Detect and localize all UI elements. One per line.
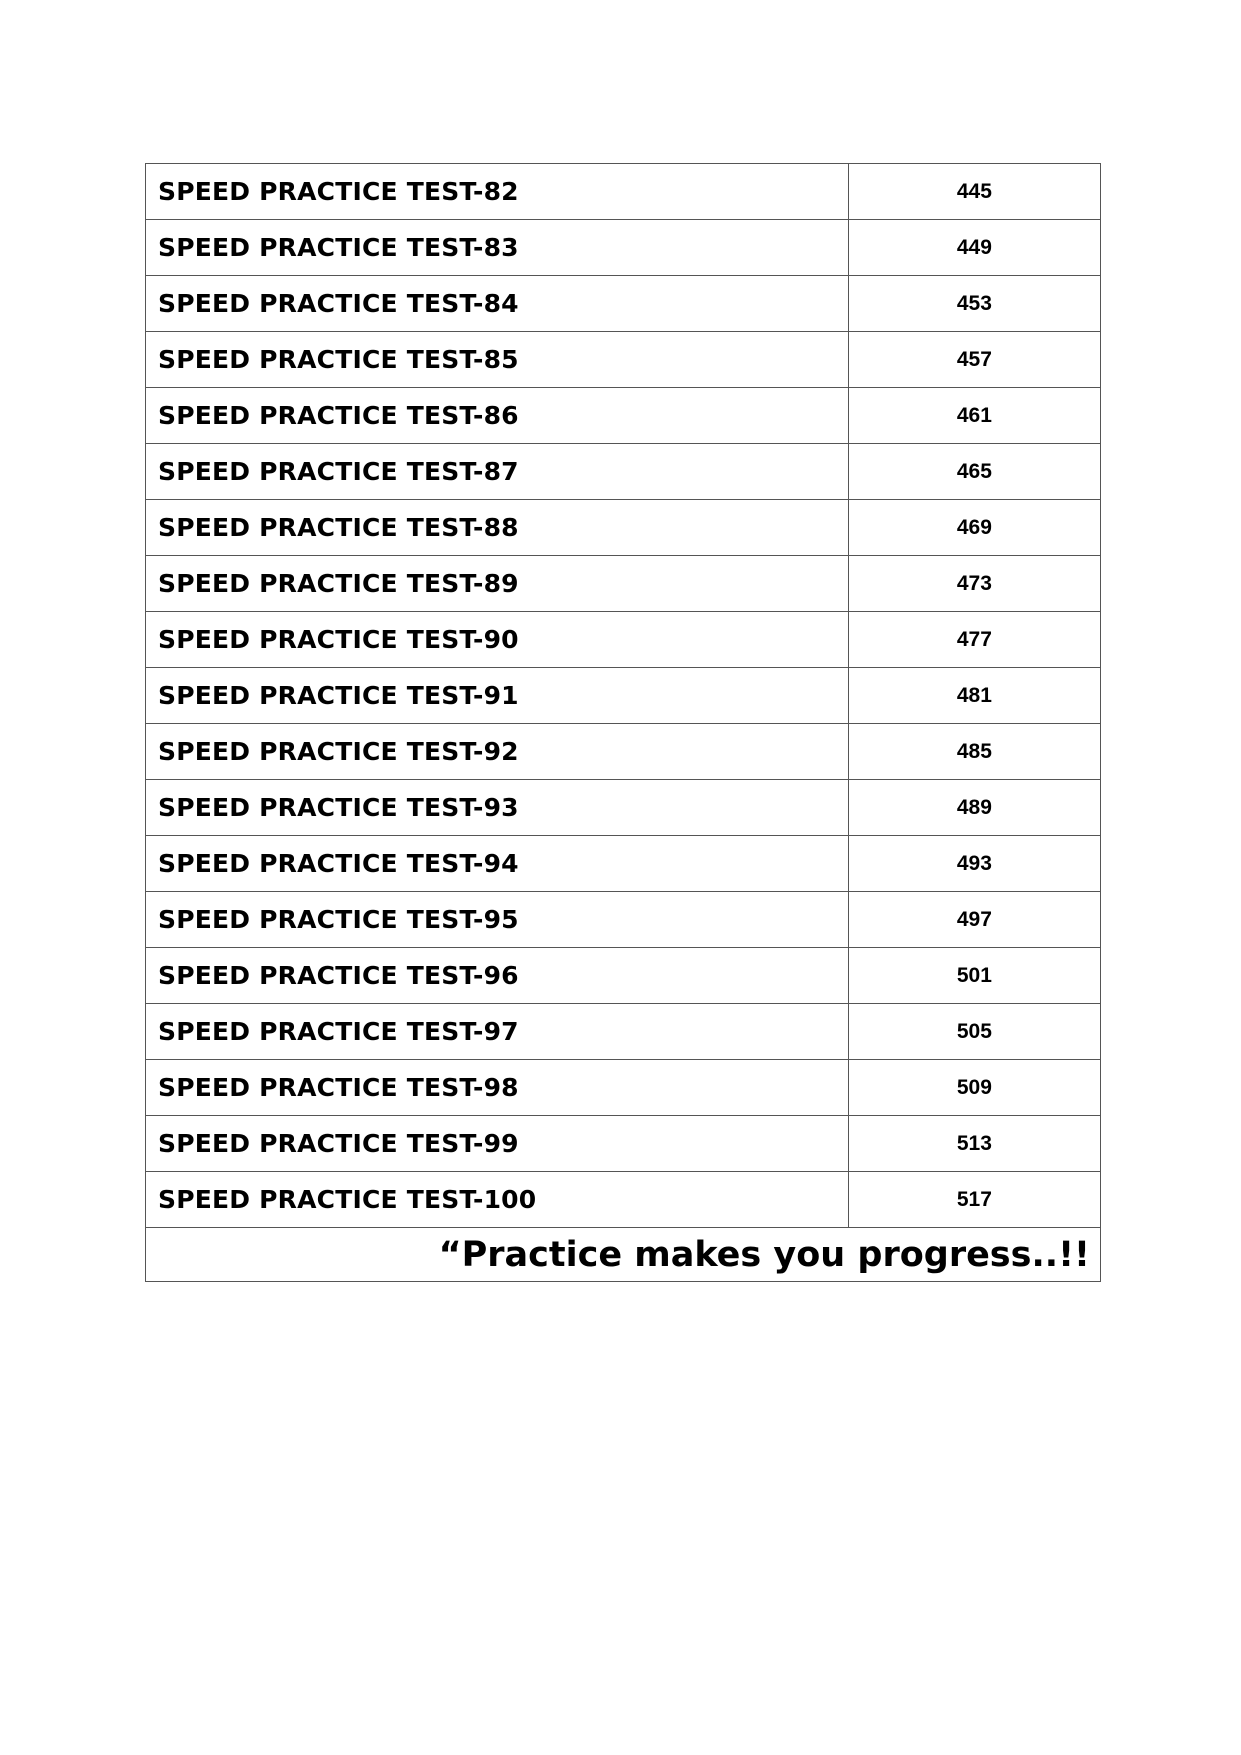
test-title: SPEED PRACTICE TEST-91 [146, 668, 849, 724]
test-title: SPEED PRACTICE TEST-100 [146, 1172, 849, 1228]
table-row [146, 780, 1101, 836]
table-row [146, 892, 1101, 948]
test-title: SPEED PRACTICE TEST-96 [146, 948, 849, 1004]
test-title: SPEED PRACTICE TEST-88 [146, 500, 849, 556]
page-number: 501 [848, 948, 1100, 1004]
quote-row [146, 1228, 1101, 1282]
table-row [146, 1004, 1101, 1060]
page-number: 465 [848, 444, 1100, 500]
test-title: SPEED PRACTICE TEST-87 [146, 444, 849, 500]
page-number: 489 [848, 780, 1100, 836]
test-title: SPEED PRACTICE TEST-89 [146, 556, 849, 612]
test-title: SPEED PRACTICE TEST-82 [146, 164, 849, 220]
table-row [146, 500, 1101, 556]
test-title: SPEED PRACTICE TEST-84 [146, 276, 849, 332]
test-title: SPEED PRACTICE TEST-85 [146, 332, 849, 388]
test-title: SPEED PRACTICE TEST-92 [146, 724, 849, 780]
test-title: SPEED PRACTICE TEST-94 [146, 836, 849, 892]
page-number: 473 [848, 556, 1100, 612]
test-title: SPEED PRACTICE TEST-95 [146, 892, 849, 948]
page-number: 505 [848, 1004, 1100, 1060]
table-row [146, 1116, 1101, 1172]
page-number: 453 [848, 276, 1100, 332]
table-row [146, 948, 1101, 1004]
table-of-contents [145, 163, 1101, 1282]
table-row [146, 556, 1101, 612]
test-title: SPEED PRACTICE TEST-86 [146, 388, 849, 444]
page-number: 461 [848, 388, 1100, 444]
page-number: 457 [848, 332, 1100, 388]
table-row [146, 276, 1101, 332]
table-row [146, 668, 1101, 724]
page-number: 449 [848, 220, 1100, 276]
page-number: 469 [848, 500, 1100, 556]
test-title: SPEED PRACTICE TEST-90 [146, 612, 849, 668]
test-title: SPEED PRACTICE TEST-83 [146, 220, 849, 276]
table-row [146, 612, 1101, 668]
table-row [146, 444, 1101, 500]
page-number: 445 [848, 164, 1100, 220]
page-number: 485 [848, 724, 1100, 780]
toc-body [146, 164, 1101, 1282]
test-title: SPEED PRACTICE TEST-98 [146, 1060, 849, 1116]
table-row [146, 1172, 1101, 1228]
test-title: SPEED PRACTICE TEST-93 [146, 780, 849, 836]
table-row [146, 836, 1101, 892]
page-number: 517 [848, 1172, 1100, 1228]
table-row [146, 164, 1101, 220]
table-row [146, 332, 1101, 388]
test-title: SPEED PRACTICE TEST-97 [146, 1004, 849, 1060]
page-number: 481 [848, 668, 1100, 724]
page-number: 497 [848, 892, 1100, 948]
motivational-quote: “Practice makes you progress..!! [146, 1228, 1101, 1282]
table-row [146, 220, 1101, 276]
page-number: 509 [848, 1060, 1100, 1116]
table-row [146, 1060, 1101, 1116]
page-number: 513 [848, 1116, 1100, 1172]
page-number: 493 [848, 836, 1100, 892]
page-number: 477 [848, 612, 1100, 668]
table-row [146, 388, 1101, 444]
table-row [146, 724, 1101, 780]
test-title: SPEED PRACTICE TEST-99 [146, 1116, 849, 1172]
